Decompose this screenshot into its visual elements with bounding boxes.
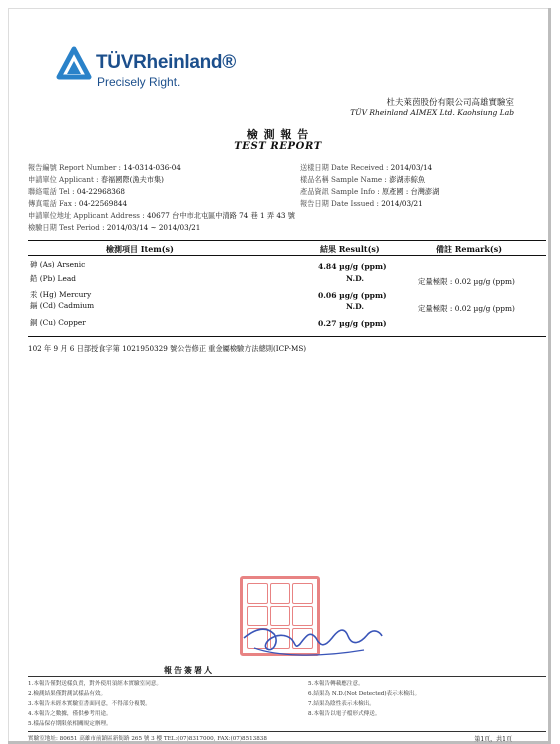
note-4: 4.本報告之數據，僅供參考用途。 <box>28 711 112 717</box>
note-1: 1.本報告僅對送樣負責，對外使用須經本實驗室同意。 <box>28 681 162 687</box>
note-3: 3.本報告未經本實驗室書面同意，不得部分複製。 <box>28 701 151 707</box>
col-header-item: 檢測項目 Item(s) <box>106 244 174 254</box>
brand-tagline: Precisely Right. <box>97 75 181 89</box>
meta-test-period: 檢驗日期 Test Period : 2014/03/14 ~ 2014/03/21 <box>28 223 201 232</box>
col-header-remark: 備註 Remark(s) <box>436 244 503 254</box>
meta-tel: 聯絡電話 Tel : 04-22968368 <box>28 187 125 196</box>
lab-name-chinese: 杜夫萊茵股份有限公司高雄實驗室 <box>386 98 514 108</box>
meta-sample-info: 產品資訊 Sample Info : 原產國 : 台灣澎湖 <box>300 187 440 196</box>
table-header-rule <box>28 255 546 256</box>
meta-date-received: 送樣日期 Date Received : 2014/03/14 <box>300 163 433 172</box>
tuv-logo-icon <box>56 46 92 82</box>
report-signer-label: 報告簽署人 <box>164 665 214 675</box>
footer-rule <box>28 731 546 732</box>
table-row-mercury-item: 汞 (Hg) Mercury <box>30 290 92 299</box>
lab-name-english: TÜV Rheinland AIMEX Ltd. Kaohsiung Lab <box>350 108 514 117</box>
report-page <box>8 8 551 744</box>
table-row-lead-result: N.D. <box>346 274 365 283</box>
table-row-cadmium-remark: 定量極限 : 0.02 µg/g (ppm) <box>418 304 515 313</box>
report-title-english: TEST REPORT <box>234 141 322 152</box>
note-9: 8.本報告以電子檔形式傳送。 <box>308 711 381 717</box>
handwritten-signature <box>236 608 386 663</box>
note-7: 6.結果為 N.D.(Not Detected)表示未檢出。 <box>308 691 421 697</box>
col-header-result: 結果 Result(s) <box>320 244 380 254</box>
table-row-lead-item: 鉛 (Pb) Lead <box>30 274 76 283</box>
brand-name: TÜVRheinland® <box>96 52 236 73</box>
report-title-chinese: 檢 測 報 告 <box>246 128 310 141</box>
meta-applicant: 申請單位 Applicant : 春福國際(漁夫市集) <box>28 175 164 184</box>
table-row-arsenic-result: 4.84 µg/g (ppm) <box>318 262 387 271</box>
table-row-arsenic-item: 砷 (As) Arsenic <box>30 260 86 269</box>
signer-rule <box>28 676 546 677</box>
table-row-cadmium-result: N.D. <box>346 302 365 311</box>
table-top-rule <box>28 240 546 241</box>
method-note: 102 年 9 月 6 日部授食字第 1021950329 號公告修正 重金屬檢驗方法總則(ICP-MS) <box>28 344 307 353</box>
table-row-mercury-result: 0.06 µg/g (ppm) <box>318 291 387 300</box>
table-row-cadmium-item: 鎘 (Cd) Cadmium <box>30 301 95 310</box>
table-row-copper-item: 銅 (Cu) Copper <box>30 318 86 327</box>
note-5: 5.樣品保存期限依相關規定辦理。 <box>28 721 112 727</box>
table-row-lead-remark: 定量極限 : 0.02 µg/g (ppm) <box>418 277 515 286</box>
table-row-copper-result: 0.27 µg/g (ppm) <box>318 319 387 328</box>
meta-report-number: 報告編號 Report Number : 14-0314-036-04 <box>28 163 181 172</box>
note-6: 5.本報告轉載應注意。 <box>308 681 364 687</box>
footer-address: 實驗室地址: 80651 高雄市前鎮區新衙路 265 號 3 樓 TEL:(07)8317000, FAX:(07)8513838 <box>28 736 267 742</box>
meta-address: 申請單位地址 Applicant Address : 40677 台中市北屯區中清路 74 巷 1 弄 43 號 <box>28 211 295 220</box>
table-bottom-rule <box>28 336 546 337</box>
page-number: 第1頁，共1頁 <box>474 736 512 743</box>
note-8: 7.結果為陰性表示未檢出。 <box>308 701 375 707</box>
meta-sample-name: 樣品名稱 Sample Name : 澎湖赤鯮魚 <box>300 175 426 184</box>
note-2: 2.檢測結果僅對測試樣品有效。 <box>28 691 107 697</box>
meta-fax: 傳真電話 Fax : 04-22569844 <box>28 199 128 208</box>
meta-date-issued: 報告日期 Date Issued : 2014/03/21 <box>300 199 423 208</box>
